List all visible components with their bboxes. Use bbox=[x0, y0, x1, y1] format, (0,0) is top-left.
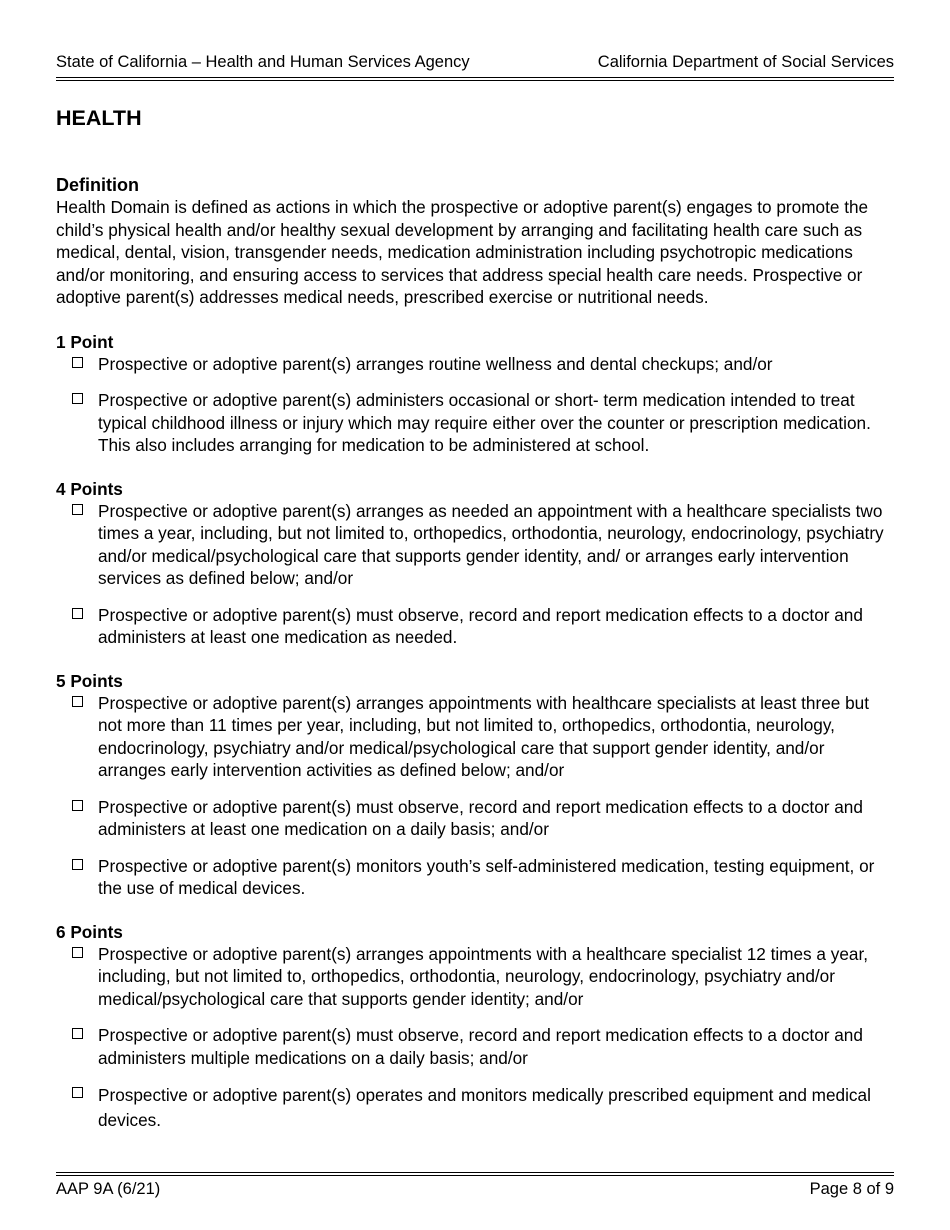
section-heading: 4 Points bbox=[56, 478, 123, 499]
criteria-text: Prospective or adoptive parent(s) arranges appointments with a healthcare specialist 12 times a year, including, but not limited to, orthopedics, orthodontia, neurology, endocrinology, psychiatry and/or medical/psychological care that supports gender identity; and/or bbox=[98, 943, 869, 1009]
section-5-points bbox=[56, 670, 892, 900]
checkbox[interactable] bbox=[72, 608, 83, 619]
criteria-item bbox=[56, 353, 892, 376]
document-body bbox=[56, 102, 892, 1132]
checkbox[interactable] bbox=[72, 947, 83, 958]
criteria-text: Prospective or adoptive parent(s) arranges appointments with healthcare specialists at least three but not more than 11 times per year, including, but not limited to, orthopedics, orthodontia, neurology, endocrinology, psychiatry and/or medical/psychological care that support gender identity, and/or arranges early intervention activities as defined below; and/or bbox=[98, 692, 869, 780]
checkbox[interactable] bbox=[72, 504, 83, 515]
section-1-point bbox=[56, 331, 892, 457]
criteria-text: Prospective or adoptive parent(s) administers occasional or short- term medication intended to treat typical childhood illness or injury which may require either over the counter or prescription medication. This also includes arranging for medication to be administered at school. bbox=[98, 390, 871, 455]
criteria-text: Prospective or adoptive parent(s) must observe, record and report medication effects to a doctor and administers at least one medication on a daily basis; and/or bbox=[98, 796, 863, 839]
criteria-item bbox=[56, 943, 892, 1011]
footer-divider bbox=[56, 1172, 894, 1176]
section-heading: 6 Points bbox=[56, 921, 123, 942]
page-header bbox=[56, 52, 894, 72]
section-6-points bbox=[56, 921, 892, 1133]
checkbox[interactable] bbox=[72, 393, 83, 404]
header-divider bbox=[56, 77, 894, 81]
checkbox[interactable] bbox=[72, 1028, 83, 1039]
form-number: AAP 9A (6/21) bbox=[56, 1180, 161, 1198]
agency-name: State of California – Health and Human Services Agency bbox=[56, 53, 470, 71]
criteria-text: Prospective or adoptive parent(s) operates and monitors medically prescribed equipment and medical devices. bbox=[98, 1085, 871, 1130]
criteria-item bbox=[56, 692, 892, 782]
criteria-item bbox=[56, 389, 892, 457]
criteria-item bbox=[56, 855, 892, 900]
section-heading: 1 Point bbox=[56, 331, 114, 352]
page-title: HEALTH bbox=[56, 106, 142, 130]
criteria-text: Prospective or adoptive parent(s) must observe, record and report medication effects to a doctor and administers multiple medications on a daily basis; and/or bbox=[98, 1025, 863, 1068]
checkbox[interactable] bbox=[72, 859, 83, 870]
checkbox[interactable] bbox=[72, 696, 83, 707]
criteria-item bbox=[56, 1024, 892, 1069]
criteria-item bbox=[56, 604, 892, 649]
page-footer bbox=[56, 1179, 894, 1199]
criteria-text: Prospective or adoptive parent(s) arranges as needed an appointment with a healthcare specialists two times a year, including, but not limited to, orthopedics, orthodontia, neurology, endocrinology, psychiatry and/or medical/psychological care that supports gender identity, and/ or arranges early intervention services as defined below; and/or bbox=[98, 500, 884, 588]
criteria-text: Prospective or adoptive parent(s) must observe, record and report medication effects to a doctor and administers at least one medication as needed. bbox=[98, 604, 863, 647]
checkbox[interactable] bbox=[72, 1087, 83, 1098]
definition-text: Health Domain is defined as actions in which the prospective or adoptive parent(s) engages to promote the child’s physical health and/or healthy sexual development by arranging and facilitating health care such as medical, dental, vision, transgender needs, medication administration including psychotropic medications and/or monitoring, and ensuring access to services that address special health care needs. Prospective or adoptive parent(s) addresses medical needs, prescribed exercise or nutritional needs. bbox=[56, 197, 869, 307]
criteria-item bbox=[56, 500, 892, 590]
department-name: California Department of Social Services bbox=[597, 53, 894, 71]
section-heading: 5 Points bbox=[56, 670, 123, 691]
checkbox[interactable] bbox=[72, 357, 83, 368]
definition-heading: Definition bbox=[56, 175, 139, 195]
criteria-item bbox=[56, 1083, 892, 1132]
checkbox[interactable] bbox=[72, 800, 83, 811]
page-number: Page 8 of 9 bbox=[809, 1180, 894, 1198]
criteria-item bbox=[56, 796, 892, 841]
criteria-text: Prospective or adoptive parent(s) monitors youth’s self-administered medication, testing equipment, or the use of medical devices. bbox=[98, 855, 875, 898]
criteria-text: Prospective or adoptive parent(s) arranges routine wellness and dental checkups; and/or bbox=[98, 353, 773, 374]
section-4-points bbox=[56, 478, 892, 649]
